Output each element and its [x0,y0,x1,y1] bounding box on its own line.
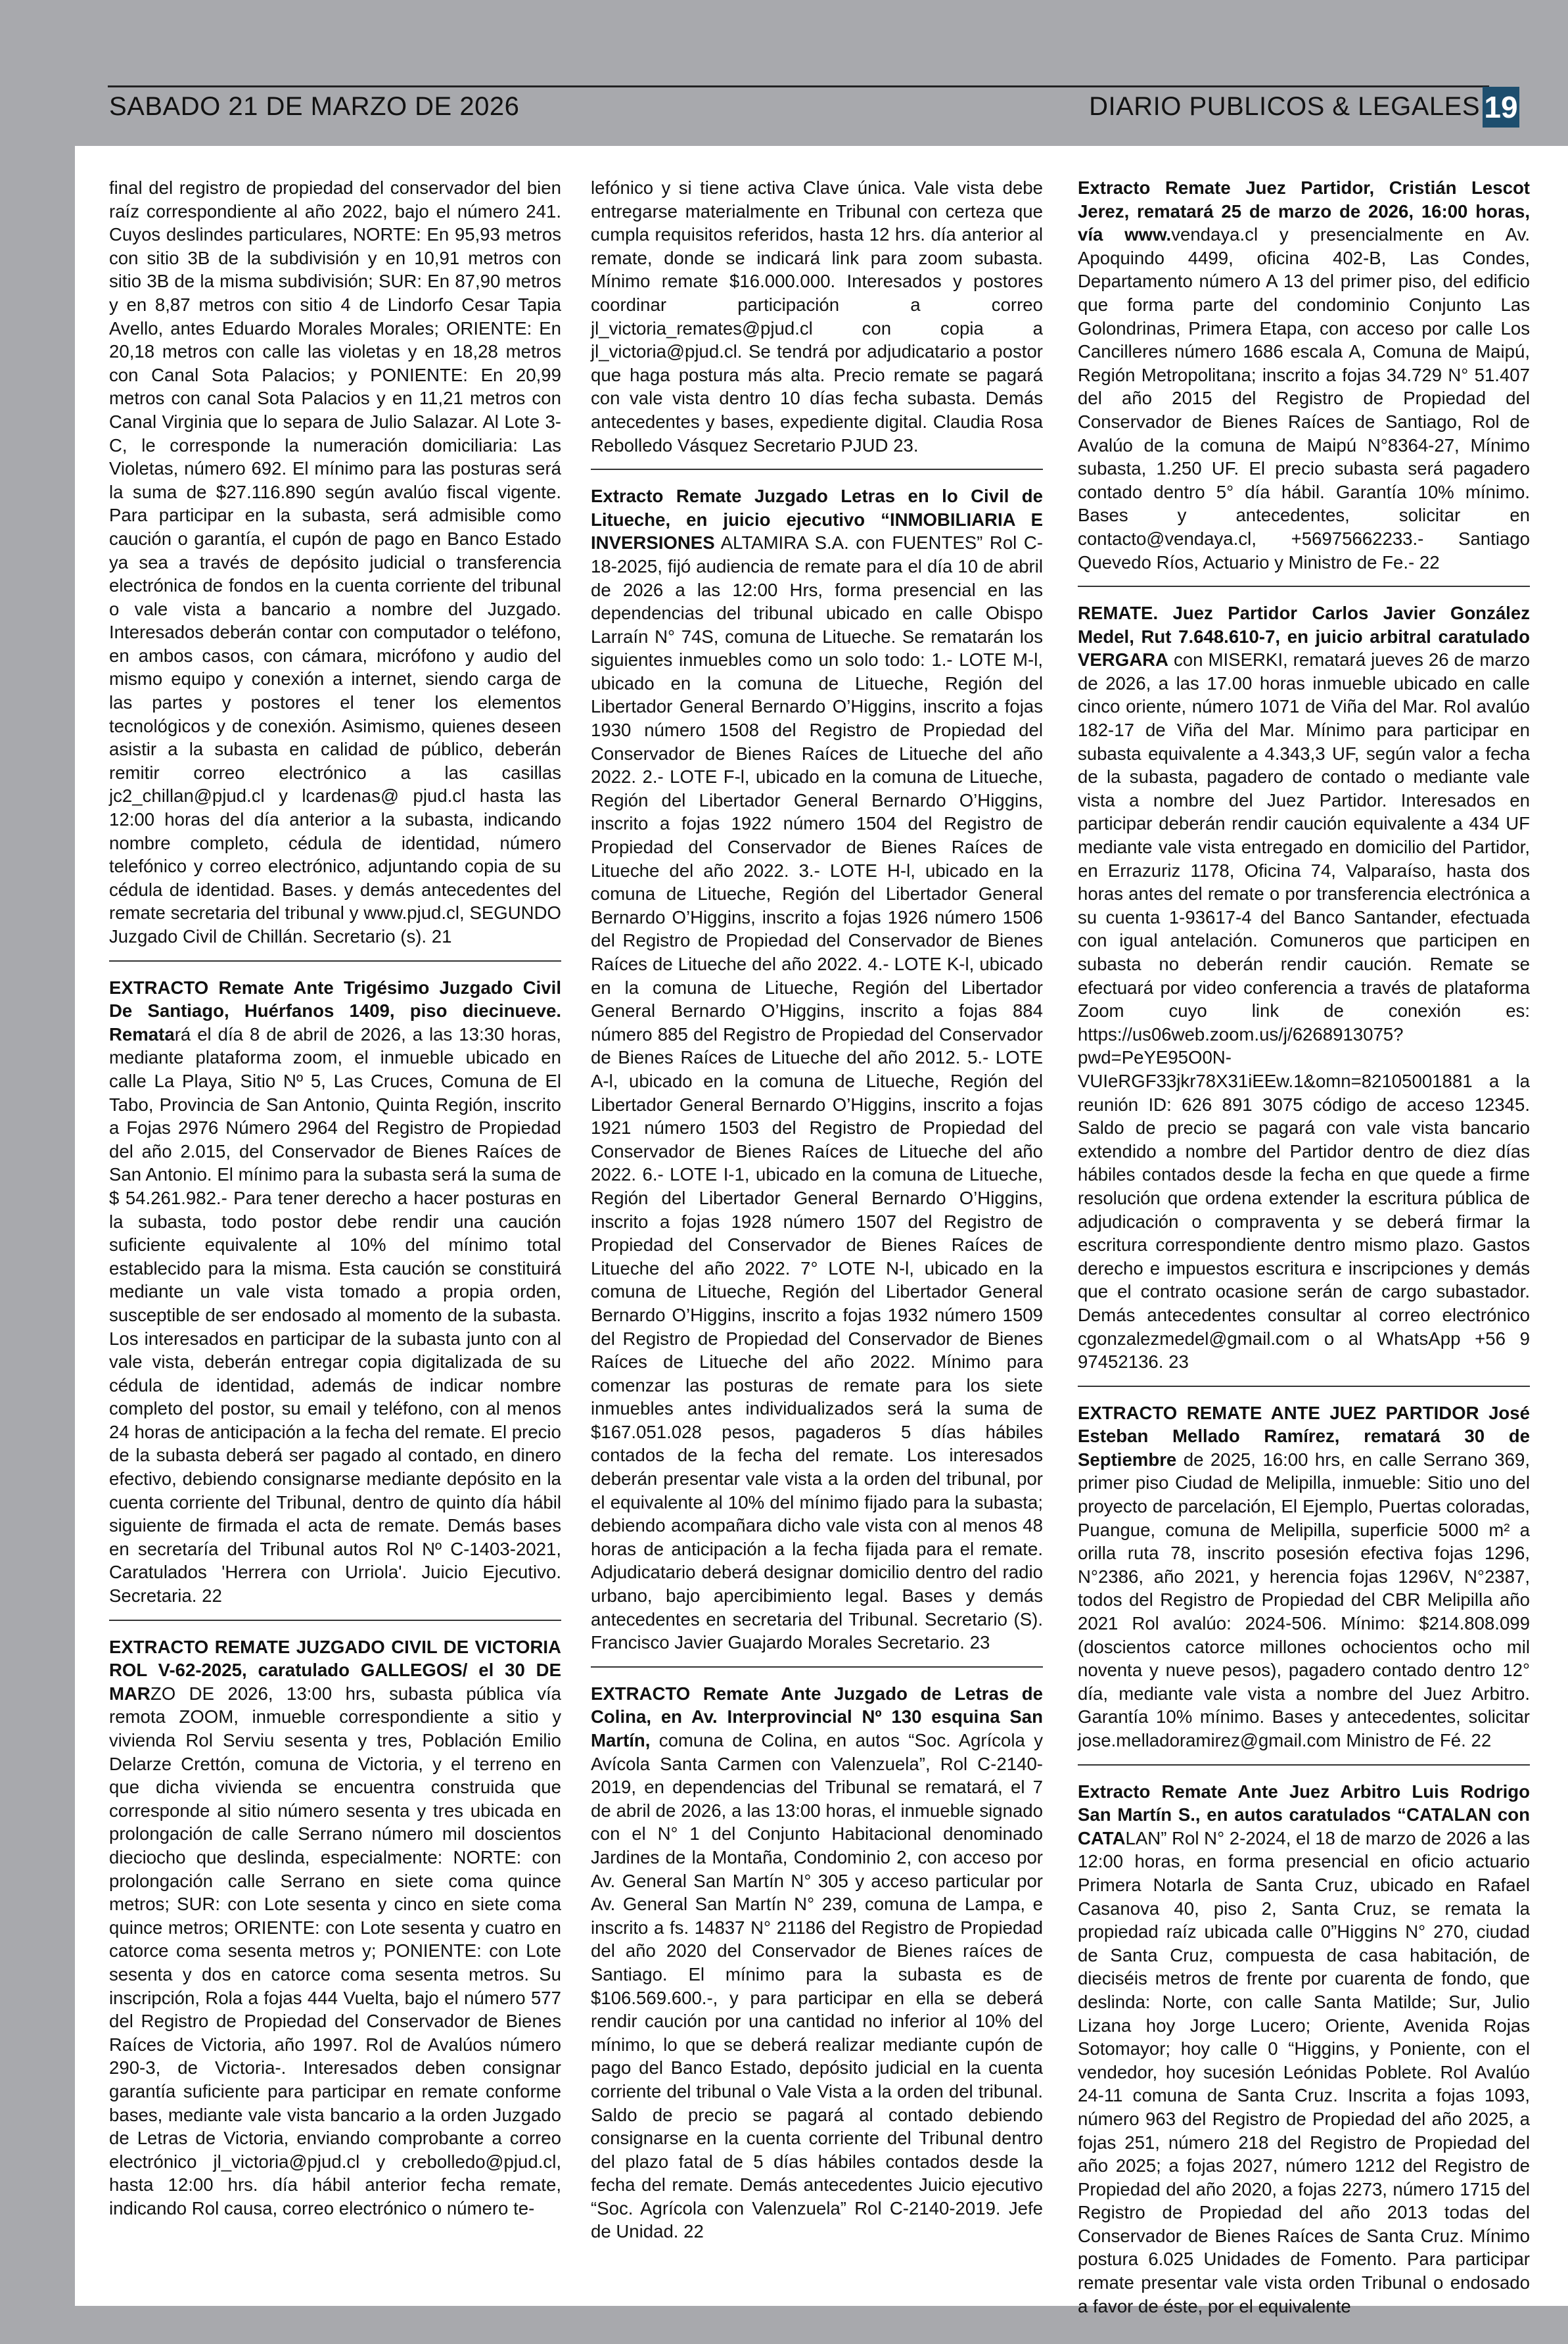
notice-body: lefónico y si tiene activa Clave única. Vale vista debe entregarse materialmente en Tribunal con certeza que cumpla requisitos referidos, hasta 12 hrs. día anterior al remate, donde se indicará link para zoom subasta. Mínimo remate $16.000.000. Interesados y postores coordinar participación a correo jl_victoria_remates@pjud.cl con copia a jl_victoria@pjud.cl. Se tendrá por adjudicatario a postor que haga postura más alta. Precio remate se pagará con vale vista dentro 10 días fecha subasta. Demás antecedentes y bases, expediente digital. Claudia Rosa Rebolledo Vásquez Secretario PJUD 23. [591,177,1043,456]
notice-lescot [1078,176,1530,587]
notice-lead: Extracto Remate Ante Juez Arbitro Luis Rodrigo San Martín S., en autos caratulados “CATALAN con CATA [1078,1781,1530,1848]
notice-body: LAN” Rol N° 2-2024, el 18 de marzo de 2026 a las 12:00 horas, en forma presencial en oficio actuario Primera Notarla de Santa Cruz, ubicado en Rafael Casanova 40, piso 2, Santa Cruz, se remata la propiedad raíz ubicada calle 0”Higgins N° 270, ciudad de Santa Cruz, compuesta de casa habitación, de dieciséis metros de frente por cuarenta de fondo, que deslinda: Norte, con calle Santa Matilde; Sur, Julio Lizana hoy Jorge Lucero; Oriente, Avenida Rojas Sotomayor; hoy calle 0 “Higgins, y Poniente, con el vendedor, hoy sucesión Leónidas Poblete. Rol Avalúo 24-11 comuna de Santa Cruz. Inscrita a fojas 1093, número 963 del Registro de Propiedad del año 2025, a fojas 251, número 218 del Registro de Propiedad del año 2025; a fojas 2027, número 1212 del Registro de Propiedad del año 2020, a fojas 2273, número 1715 del Registro de Propiedad del año 2013 todas del Conservador de Bienes Raíces de Santa Cruz. Mínimo postura 6.025 Unidades de Fomento. Para participar remate presentar vale vista orden Tribunal o endosado a favor de éste, por el equivalente [1078,1827,1530,2316]
notice-lead: EXTRACTO Remate Ante Trigésimo Juzgado Civil De Santiago, Huérfanos 1409, piso diecinueve. Remata [109,977,561,1044]
notice-colina [591,1682,1043,2255]
column-1 [109,176,561,2246]
notice-victoria-continuation [591,176,1043,470]
notice-litueche [591,484,1043,1668]
notice-mellado [1078,1401,1530,1766]
notice-body: de 2025, 16:00 hrs, en calle Serrano 369, primer piso Ciudad de Melipilla, inmueble: Sitio uno del proyecto de parcelación, El Ejemplo, Puertas coloradas, Puangue, comuna de Melipilla, superficie 5000 m² a orilla ruta 78, inscrito posesión efectiva fojas 1296, N°2386, año 2021, y herencia fojas 1296V, N°2387, todos del Registro de Propiedad del CBR Melipilla año 2021 Rol avalúo: 2024-506. Mínimo: $214.808.099 (doscientos catorce millones ochocientos ocho mil noventa y nueve pesos), pagadero contado dentro 12° día, mediante vale vista a nombre del Juez Arbitro. Garantía 10% mínimo. Bases y antecedentes, solicitar jose.melladoramirez@gmail.com Ministro de Fé. 22 [1078,1449,1530,1750]
notice-victoria [109,1635,561,2232]
notice-body: rá el día 8 de abril de 2026, a las 13:30 horas, mediante plataforma zoom, el inmueble ubicado en calle La Playa, Sitio Nº 5, Las Cruces, Comuna de El Tabo, Provincia de San Antonio, Quinta Región, inscrito a Fojas 2976 Número 2964 del Registro de Propiedad del año 2.015, del Conservador de Bienes Raíces de San Antonio. El mínimo para la subasta será la suma de $ 54.261.982.- Para tener derecho a hacer posturas en la subasta, todo postor debe rendir una caución suficiente equivalente al 10% del mínimo total establecido para la misma. Esta caución se constituirá mediante un vale vista tomado a propia orden, susceptible de ser endosado al momento de la subasta. Los interesados en participar de la subasta junto con al vale vista, deberán entregar copia digitalizada de su cédula de identidad, además de indicar nombre completo del postor, su email y teléfono, con al menos 24 horas de anticipación a la fecha del remate. El precio de la subasta deberá ser pagado al contado, en dinero efectivo, debiendo consignarse mediante depósito en la cuenta corriente del Tribunal, dentro de quinto día hábil siguiente de firmada el acta de remate. Demás bases en secretaría del Tribunal autos Rol Nº C-1403-2021, Caratulados 'Herrera con Urriola'. Juicio Ejecutivo. Secretaria. 22 [109,1023,561,1606]
masthead [0,0,1568,146]
notice-lead: EXTRACTO REMATE JUZGADO CIVIL DE VICTORIA ROL V-62-2025, caratulado GALLEGOS/ el 30 DE MAR [109,1636,561,1704]
notice-body: ZO DE 2026, 13:00 hrs, subasta pública vía remota ZOOM, inmueble correspondiente a sitio y vivienda Rol Serviu sesenta y tres, Población Emilio Delarze Crettón, comuna de Victoria, y el terreno en que dicha vivienda se encuentra construida que corresponde al sitio número sesenta y tres ubicada en prolongación de calle Serrano número mil doscientos dieciocho que deslinda, especialmente: NORTE: con prolongación calle Serrano en siete coma quince metros; SUR: con Lote sesenta y cinco en siete coma quince metros; ORIENTE: con Lote sesenta y cuatro en catorce coma sesenta metros y; PONIENTE: con Lote sesenta y dos en catorce coma sesenta metros. Su inscripción, Rola a fojas 444 Vuelta, bajo el número 577 del Registro de Propiedad del Conservador de Bienes Raíces de Victoria, año 1997. Rol de Avalúos número 290-3, de Victoria-. Interesados deben consignar garantía suficiente para participar en remate conforme bases, mediante vale vista bancario a la orden Juzgado de Letras de Victoria, enviando comprobante a correo electrónico jl_victoria@pjud.cl y crebolledo@pjud.cl, hasta 12:00 hrs. día hábil anterior fecha remate, indicando Rol causa, correo electrónico o número te- [109,1683,561,2218]
issue-date: SABADO 21 DE MARZO DE 2026 [109,92,520,121]
notice-lead: Extracto Remate Juzgado Letras en lo Civil de Litueche, en juicio ejecutivo “INMOBILIARIA E INVERSIONES [591,486,1043,553]
notice-lead: EXTRACTO Remate Ante Juzgado de Letras de Colina, en Av. Interprovincial Nº 130 esquina San Martín, [591,1683,1043,1750]
notice-body: con MISERKI, rematará jueves 26 de marzo de 2026, a las 17.00 horas inmueble ubicado en calle cinco oriente, número 1071 de Viña del Mar. Rol avalúo 182-17 de Viña del Mar. Mínimo para participar en subasta equivalente a 4.343,3 UF, según valor a fecha de la subasta, pagadero de contado o mediante vale vista a nombre del Juez Partidor. Interesados en participar deberán rendir caución equivalente a 434 UF mediante vale vista entregado en domicilio del Partidor, en Errazuriz 1178, Oficina 74, Valparaíso, hasta dos horas antes del remate o por transferencia electrónica a su cuenta 1-93617-4 del Banco Santander, efectuada con igual antelación. Comuneros que participen en subasta no deberán rendir caución. Remate se efectuará por video conferencia a través de plataforma Zoom cuyo link de conexión es: https://us06web.zoom.us/j/6268913075?pwd=PeYE95O0N-VUIeRGF33jkr78X31iEEw.1&omn=82105001881 a la reunión ID: 626 891 3075 código de acceso 12345. Saldo de precio se pagará con vale vista bancario extendido a nombre del Partidor dentro de diez días hábiles contados desde la fecha en que quede a firme resolución que ordena extender la escritura pública de adjudicación o compraventa y se deberá firmar la escritura correspondiente dentro mismo plazo. Gastos derecho e impuestos escritura e inscripciones y demás que el contrato ocasione serán de cargo subastador. Demás antecedentes consultar al correo electrónico cgonzalezmedel@gmail.com o al WhatsApp +56 9 97452136. 23 [1078,649,1530,1372]
notice-lead: EXTRACTO REMATE ANTE JUEZ PARTIDOR José Esteban Mellado Ramírez, rematará 30 de Septiembre [1078,1402,1530,1470]
column-3 [1078,176,1530,2344]
notice-body: vendaya.cl y presencialmente en Av. Apoquindo 4499, oficina 402-B, Las Condes, Departamento número A 13 del primer piso, del edificio que forma parte del condominio Conjunto Las Golondrinas, Primera Etapa, con acceso por calle Los Cancilleres número 1686 escala A, Comuna de Maipú, Región Metropolitana; inscrito a fojas 34.729 N° 51.407 del año 2015 del Registro de Propiedad del Conservador de Bienes Raíces de Santiago, Rol de Avalúo de la comuna de Maipú N°8364-27, Mínimo subasta, 1.250 UF. El precio subasta será pagadero contado dentro 5° día hábil. Garantía 10% mínimo. Bases y antecedentes, solicitar en contacto@vendaya.cl, +56975662233.- Santiago Quevedo Ríos, Actuario y Ministro de Fe.- 22 [1078,224,1531,573]
notice-lead: Extracto Remate Juez Partidor, Cristián Lescot Jerez, rematará 25 de marzo de 2026, 16:00 horas, vía www. [1078,177,1530,245]
notice-body: final del registro de propiedad del conservador del bien raíz correspondiente al año 2022, bajo el número 241. Cuyos deslindes particulares, NORTE: En 95,93 metros con sitio 3B de la subdivisión y en 10,91 metros con sitio 3B de la misma subdivisión; SUR: En 87,90 metros y en 8,87 metros con sitio 4 de Lindorfo Cesar Tapia Avello, antes Eduardo Morales Morales; ORIENTE: En 20,18 metros con calle las violetas y en 18,28 metros con Canal Sota Palacios; y PONIENTE: En 20,99 metros con canal Sota Palacios y en 11,21 metros con Canal Virginia que lo separa de Julio Salazar. Al Lote 3-C, le corresponde la numeración domiciliaria: Las Violetas, número 692. El mínimo para las posturas será la suma de $27.116.890 según avalúo fiscal vigente. Para participar en la subasta, será admisible como caución o garantía, el cupón de pago en Banco Estado ya sea a través de depósito judicial o transferencia electrónica de fondos en la cuenta corriente del tribunal o vale vista a bancario a nombre del Juzgado. Interesados deberán contar con computador o teléfono, en ambos casos, con cámara, micrófono y audio del mismo equipo y conexión a internet, siendo carga de las partes y postores el tener los elementos tecnológicos y de conexión. Asimismo, quienes deseen asistir a la subasta en calidad de público, deberán remitir correo electrónico a las casillas jc2_chillan@pjud.cl y lcardenas@ pjud.cl hasta las 12:00 horas del día anterior a la subasta, indicando nombre completo, cédula de identidad, número telefónico y correo electrónico, adjuntando copia de su cédula de identidad. Bases. y demás antecedentes del remate secretaria del tribunal y www.pjud.cl, SEGUNDO Juzgado Civil de Chillán. Secretario (s). 21 [109,177,561,947]
notice-body: comuna de Colina, en autos “Soc. Agrícola y Avícola Santa Carmen con Valenzuela”, Rol C-2140-2019, en dependencias del Tribunal se rematará, el 7 de abril de 2026, a las 13:00 horas, el inmueble signado con el N° 1 del Conjunto Habitacional denominado Jardines de la Montaña, Condominio 2, con acceso por Av. General San Martín N° 305 y acceso particular por Av. General San Martín N° 239, comuna de Lampa, e inscrito a fs. 14837 N° 21186 del Registro de Propiedad del año 2020 del Conservador de Bienes raíces de Santiago. El mínimo para la subasta es de $106.569.600.-, y para participar en ella se deberá rendir caución por una cantidad no inferior al 10% del mínimo, lo que se deberá realizar mediante cupón de pago del Banco Estado, depósito judicial en la cuenta corriente del tribunal o Vale Vista a la orden del tribunal. Saldo de precio se pagará al contado debiendo consignarse en la cuenta corriente del Tribunal dentro del plazo fatal de 5 días hábiles contados desde la fecha del remate. Demás antecedentes Juicio ejecutivo “Soc. Agrícola con Valenzuela” Rol C-2140-2019. Jefe de Unidad. 22 [591,1730,1043,2242]
header-rule [108,85,1489,87]
notice-gonzalez-medel [1078,601,1530,1387]
publication-name: DIARIO PUBLICOS & LEGALES [1089,92,1480,121]
notice-body: ALTAMIRA S.A. con FUENTES” Rol C-18-2025, fijó audiencia de remate para el día 10 de abril de 2026 a las 12:00 Hrs, forma presencial en las dependencias del tribunal ubicado en calle Obispo Larraín N° 74S, comuna de Litueche. Se rematarán los siguientes inmuebles como un solo todo: 1.- LOTE M-l, ubicado en la comuna de Litueche, Región del Libertador General Bernardo O’Higgins, inscrito a fojas 1930 número 1508 del Registro de Propiedad del Conservador de Bienes Raíces de Litueche del año 2022. 2.- LOTE F-l, ubicado en la comuna de Litueche, Región del Libertador General Bernardo O’Higgins, inscrito a fojas 1922 número 1504 del Registro de Propiedad del Conservador de Bienes Raíces de Litueche del año 2022. 3.- LOTE H-l, ubicado en la comuna de Litueche, Región del Libertador General Bernardo O’Higgins, inscrito a fojas 1926 número 1506 del Registro de Propiedad del Conservador de Bienes Raíces de Litueche del año 2022. 4.- LOTE K-l, ubicado en la comuna de Litueche, Región del Libertador General Bernardo O’Higgins, inscrito a fojas 884 número 885 del Registro de Propiedad del Conservador de Bienes Raíces de Litueche del año 2012. 5.- LOTE A-l, ubicado en la comuna de Litueche, Región del Libertador General Bernardo O’Higgins, inscrito a fojas 1921 número 1503 del Registro de Propiedad del Conservador de Bienes Raíces de Litueche del año 2022. 6.- LOTE I-1, ubicado en la comuna de Litueche, Región del Libertador General Bernardo O’Higgins, inscrito a fojas 1928 número 1507 del Registro de Propiedad del Conservador de Bienes Raíces de Litueche del año 2022. 7° LOTE N-l, ubicado en la comuna de Litueche, Región del Libertador General Bernardo O’Higgins, inscrito a fojas 1932 número 1509 del Registro de Propiedad del Conservador de Bienes Raíces de Litueche del año 2022. Mínimo para comenzar las posturas de remate para los siete inmuebles antes individualizados será la suma de $167.051.028 pesos, pagaderos 5 días hábiles contados de la fecha del remate. Los interesados deberán presentar vale vista a la orden del tribunal, por el equivalente al 10% del mínimo fijado para la subasta; debiendo acompañara dicho vale vista con al menos 48 horas de anticipación a la fecha fijada para el remate. Adjudicatario deberá designar domicilio dentro del radio urbano, bajo apercibimiento legal. Bases y demás antecedentes en secretaria del Tribunal. Secretario (S). Francisco Javier Guajardo Morales Secretario. 23 [591,532,1043,1653]
column-2 [591,176,1043,2270]
notice-san-martin [1078,1780,1530,2330]
notice-chillan-continuation [109,176,561,962]
notice-santiago-30 [109,976,561,1621]
notice-lead: REMATE. Juez Partidor Carlos Javier González Medel, Rut 7.648.610-7, en juicio arbitral caratulado VERGARA [1078,603,1530,670]
page-number: 19 [1483,87,1519,128]
